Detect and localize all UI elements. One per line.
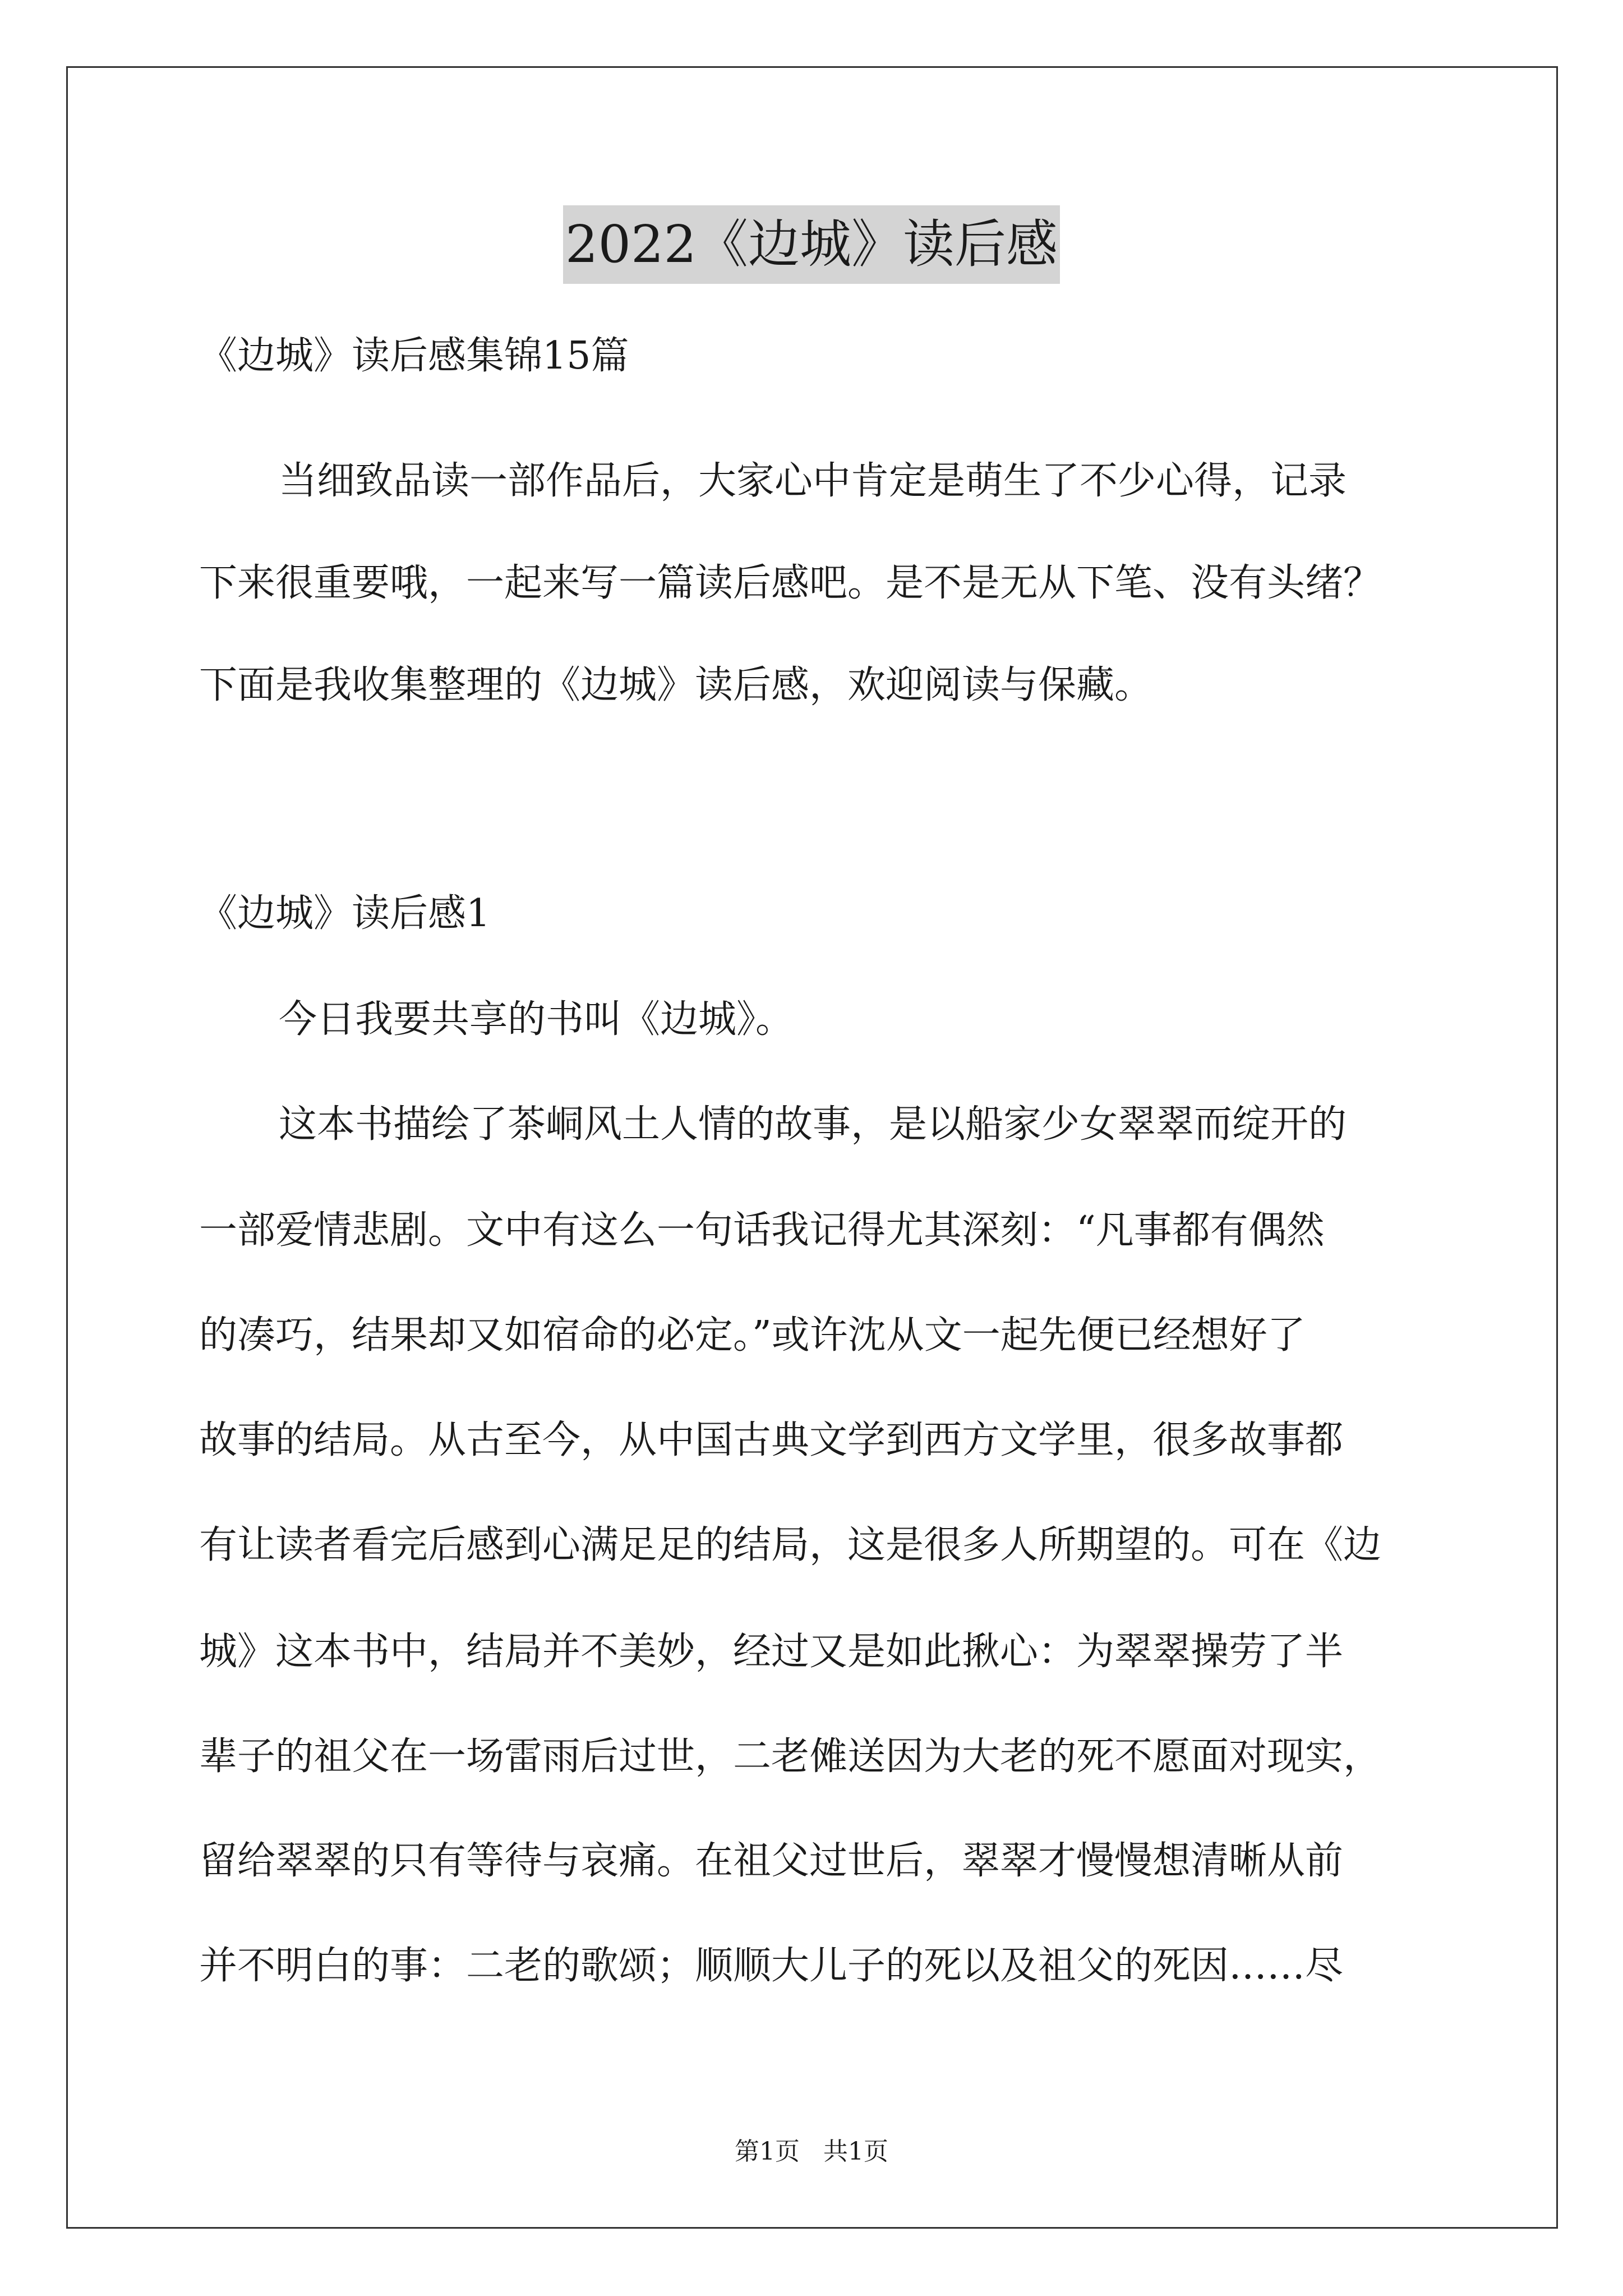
paragraph-2-line-8: 留给翠翠的只有等待与哀痛。在祖父过世后，翠翠才慢慢想清晰从前	[199, 1839, 1344, 1883]
paragraph-2-line-9: 并不明白的事：二老的歌颂；顺顺大儿子的死以及祖父的死因……尽	[199, 1944, 1344, 1988]
paragraph-2-line-1: 这本书描绘了茶峒风土人情的故事，是以船家少女翠翠而绽开的	[279, 1102, 1347, 1147]
paragraph-1: 今日我要共享的书叫《边城》。	[279, 997, 794, 1042]
paragraph-2-line-7: 辈子的祖父在一场雷雨后过世，二老傩送因为大老的死不愿面对现实，	[199, 1734, 1382, 1779]
paragraph-2-line-3: 的凑巧，结果却又如宿命的必定。”或许沈从文一起先便已经想好了	[199, 1313, 1306, 1358]
page-footer: 第1页 共1页	[735, 2137, 888, 2166]
intro-line-3: 下面是我收集整理的《边城》读后感，欢迎阅读与保藏。	[199, 663, 1153, 707]
subtitle: 《边城》读后感集锦15篇	[199, 334, 629, 378]
paragraph-2-line-6: 城》这本书中，结局并不美妙，经过又是如此揪心：为翠翠操劳了半	[199, 1630, 1344, 1674]
intro-line-1: 当细致品读一部作品后，大家心中肯定是萌生了不少心得，记录	[279, 459, 1347, 503]
intro-line-2: 下来很重要哦，一起来写一篇读后感吧。是不是无从下笔、没有头绪？	[199, 561, 1382, 605]
document-title: 2022《边城》读后感	[563, 205, 1060, 284]
paragraph-2-line-4: 故事的结局。从古至今，从中国古典文学到西方文学里，很多故事都	[199, 1418, 1344, 1462]
section-heading: 《边城》读后感1	[199, 891, 491, 936]
document-title-wrap	[0, 205, 1623, 284]
paragraph-2-line-5: 有让读者看完后感到心满足足的结局，这是很多人所期望的。可在《边	[199, 1523, 1382, 1567]
paragraph-2-line-2: 一部爱情悲剧。文中有这么一句话我记得尤其深刻：“凡事都有偶然	[199, 1208, 1325, 1253]
